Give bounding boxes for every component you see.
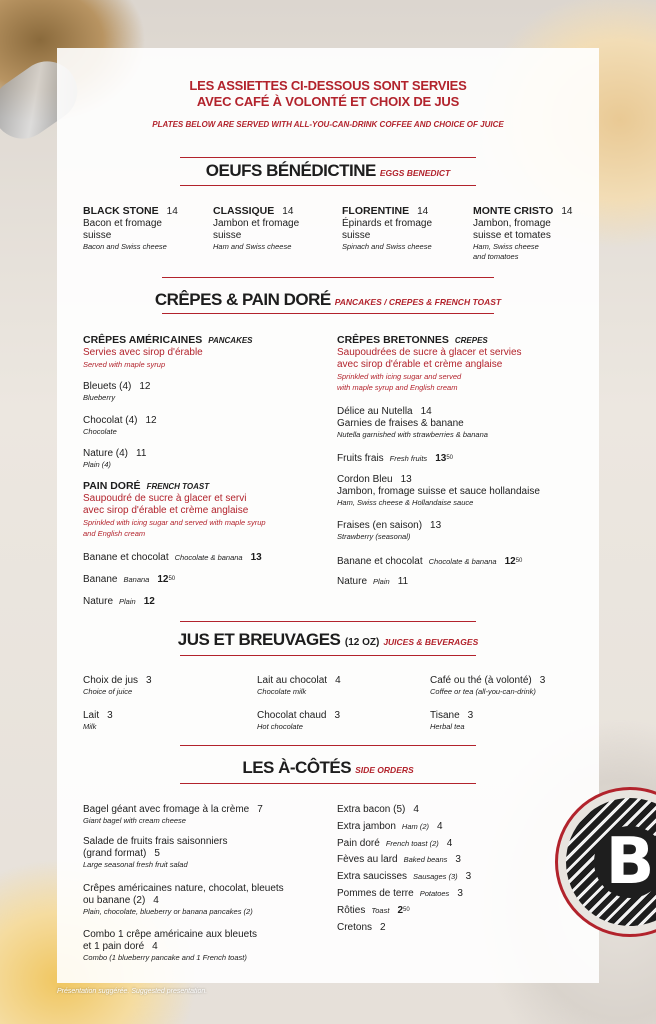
- eggs-item-price: 14: [561, 206, 573, 217]
- menu-item: Crêpes américaines nature, chocolat, bleuets ou banane (2) 4 Plain, chocolate, blueberry or banana pancakes (2): [83, 883, 284, 916]
- menu-item: Café ou thé (à volonté) 3 Coffee or tea (all-you-can-drink): [430, 675, 546, 696]
- menu-item: Extra bacon (5) 4: [337, 804, 419, 815]
- eggs-item-desc: suisse: [83, 230, 112, 241]
- eggs-item: [83, 205, 178, 252]
- menu-item: Banane et chocolat Chocolate & banana 13: [83, 552, 262, 563]
- pancakes-name: CRÊPES AMÉRICAINES: [83, 334, 203, 346]
- eggs-item-desc: suisse: [213, 230, 242, 241]
- menu-item: Cordon Bleu 13 Jambon, fromage suisse et sauce hollandaise Ham, Swiss cheese & Hollandaise sauce: [337, 474, 540, 507]
- eggs-item: [213, 205, 299, 252]
- intro-line-1: LES ASSIETTES CI-DESSOUS SONT SERVIES: [189, 78, 467, 93]
- crepes-rule-top: [162, 277, 494, 278]
- eggs-item-desc: Jambon et fromage: [213, 218, 300, 229]
- eggs-item-desc: suisse et tomates: [473, 230, 551, 241]
- crepes-rule-bottom: [162, 313, 494, 314]
- menu-item: Pommes de terre Potatoes 3: [337, 888, 463, 899]
- menu-item: Choix de jus 3 Choice of juice: [83, 675, 152, 696]
- eggs-item-name: FLORENTINE: [342, 205, 410, 217]
- menu-item: Fèves au lard Baked beans 3: [337, 854, 461, 865]
- drinks-size: (12 OZ): [344, 637, 380, 648]
- menu-item: Fraises (en saison) 13 Strawberry (seasonal): [337, 520, 442, 541]
- intro-english: PLATES BELOW ARE SERVED WITH ALL-YOU-CAN-DRINK COFFEE AND CHOICE OF JUICE: [152, 120, 504, 129]
- drinks-header: [57, 630, 599, 650]
- logo-stripes: [566, 798, 656, 926]
- menu-item: Bleuets (4) 12 Blueberry: [83, 381, 151, 402]
- drinks-title: JUS ET BREUVAGES: [177, 630, 341, 649]
- crepes-bretonnes-block: CRÊPES BRETONNES CREPES Saupoudrées de sucre à glacer et servies avec sirop d'érable et crème anglaise Sprinkled with icing sugar and served with maple syrup and English cream: [337, 334, 522, 392]
- eggs-item-english: Ham, Swiss cheese: [473, 242, 539, 251]
- pancakes-block: [83, 334, 253, 370]
- menu-item: Cretons 2: [337, 922, 386, 933]
- menu-item: Extra jambon Ham (2) 4: [337, 821, 443, 832]
- menu-item: Fruits frais Fresh fruits $13^{50}$: [337, 453, 453, 464]
- menu-item: Banane Banana $12^{50}$: [83, 574, 176, 585]
- menu-item: Rôties Toast $2^{50}$: [337, 905, 410, 916]
- eggs-item-name: CLASSIQUE: [213, 205, 275, 217]
- sides-tag: SIDE ORDERS: [355, 765, 414, 775]
- drinks-rule-top: [180, 621, 476, 622]
- footnote: Présentation suggérée. Suggested presentation.: [57, 988, 208, 995]
- menu-item: Lait au chocolat 4 Chocolate milk: [257, 675, 341, 696]
- eggs-item-price: 14: [282, 206, 294, 217]
- eggs-title: OEUFS BÉNÉDICTINE: [205, 161, 376, 180]
- eggs-item: [473, 205, 572, 262]
- pancakes-desc: Servies avec sirop d'érable: [83, 347, 203, 358]
- menu-panel: [57, 48, 599, 983]
- sides-rule-bottom: [180, 783, 476, 784]
- drinks-rule-bottom: [180, 655, 476, 656]
- eggs-item-desc: suisse: [342, 230, 371, 241]
- menu-item: Lait 3 Milk: [83, 710, 113, 731]
- pancakes-english: Served with maple syrup: [83, 360, 166, 369]
- menu-item: Nature Plain 12: [83, 596, 155, 607]
- eggs-item-english: Ham and Swiss cheese: [213, 242, 292, 251]
- eggs-item: [342, 205, 432, 252]
- eggs-tag: EGGS BENEDICT: [379, 168, 451, 178]
- eggs-item-english: Bacon and Swiss cheese: [83, 242, 167, 251]
- eggs-item-desc: Jambon, fromage: [473, 218, 551, 229]
- eggs-header: [57, 161, 599, 181]
- eggs-item-price: 14: [166, 206, 178, 217]
- french-toast-tag: FRENCH TOAST: [146, 482, 210, 491]
- sides-rule-top: [180, 745, 476, 746]
- eggs-item-price: 14: [417, 206, 429, 217]
- eggs-rule-bottom: [180, 185, 476, 186]
- menu-item: Chocolat (4) 12 Chocolate: [83, 415, 157, 436]
- menu-item: Pain doré French toast (2) 4: [337, 838, 453, 849]
- crepes-title: CRÊPES & PAIN DORÉ: [154, 290, 331, 309]
- menu-item: Salade de fruits frais saisonniers (grand format) 5 Large seasonal fresh fruit salad: [83, 836, 228, 869]
- eggs-item-english: Spinach and Swiss cheese: [342, 242, 432, 251]
- menu-item: Extra saucisses Sausages (3) 3: [337, 871, 472, 882]
- menu-item: Délice au Nutella 14 Garnies de fraises & banane Nutella garnished with strawberries & banana: [337, 406, 488, 439]
- eggs-item-desc: Bacon et fromage: [83, 218, 162, 229]
- crepes-header: [57, 290, 599, 310]
- sides-header: [57, 758, 599, 778]
- eggs-item-english: and tomatoes: [473, 252, 519, 261]
- pancakes-tag: PANCAKES: [208, 336, 253, 345]
- eggs-item-name: BLACK STONE: [83, 205, 159, 217]
- menu-item: Bagel géant avec fromage à la crème 7 Giant bagel with cream cheese: [83, 804, 263, 825]
- menu-item: Combo 1 crêpe américaine aux bleuets et 1 pain doré 4 Combo (1 blueberry pancake and 1 French toast): [83, 929, 257, 962]
- french-toast-name: PAIN DORÉ: [83, 480, 141, 492]
- french-toast-block: PAIN DORÉ FRENCH TOAST Saupoudré de sucre à glacer et servi avec sirop d'érable et crème anglaise Sprinkled with icing sugar and served with maple syrup and English cream: [83, 480, 266, 538]
- menu-item: Nature Plain 11: [337, 576, 409, 587]
- menu-item: Chocolat chaud 3 Hot chocolate: [257, 710, 341, 731]
- menu-item: Tisane 3 Herbal tea: [430, 710, 474, 731]
- drinks-tag: JUICES & BEVERAGES: [383, 637, 479, 647]
- crepes-tag: PANCAKES / CREPES & FRENCH TOAST: [334, 297, 502, 307]
- intro-line-2: AVEC CAFÉ À VOLONTÉ ET CHOIX DE JUS: [196, 94, 460, 109]
- logo-letter: B: [594, 826, 656, 898]
- menu-item: Nature (4) 11 Plain (4): [83, 448, 147, 469]
- menu-item: Banane et chocolat Chocolate & banana $12^{50}$: [337, 556, 523, 567]
- sides-title: LES À-CÔTÉS: [242, 758, 352, 777]
- eggs-rule-top: [180, 157, 476, 158]
- eggs-item-name: MONTE CRISTO: [473, 205, 554, 217]
- eggs-item-desc: Épinards et fromage: [342, 218, 433, 229]
